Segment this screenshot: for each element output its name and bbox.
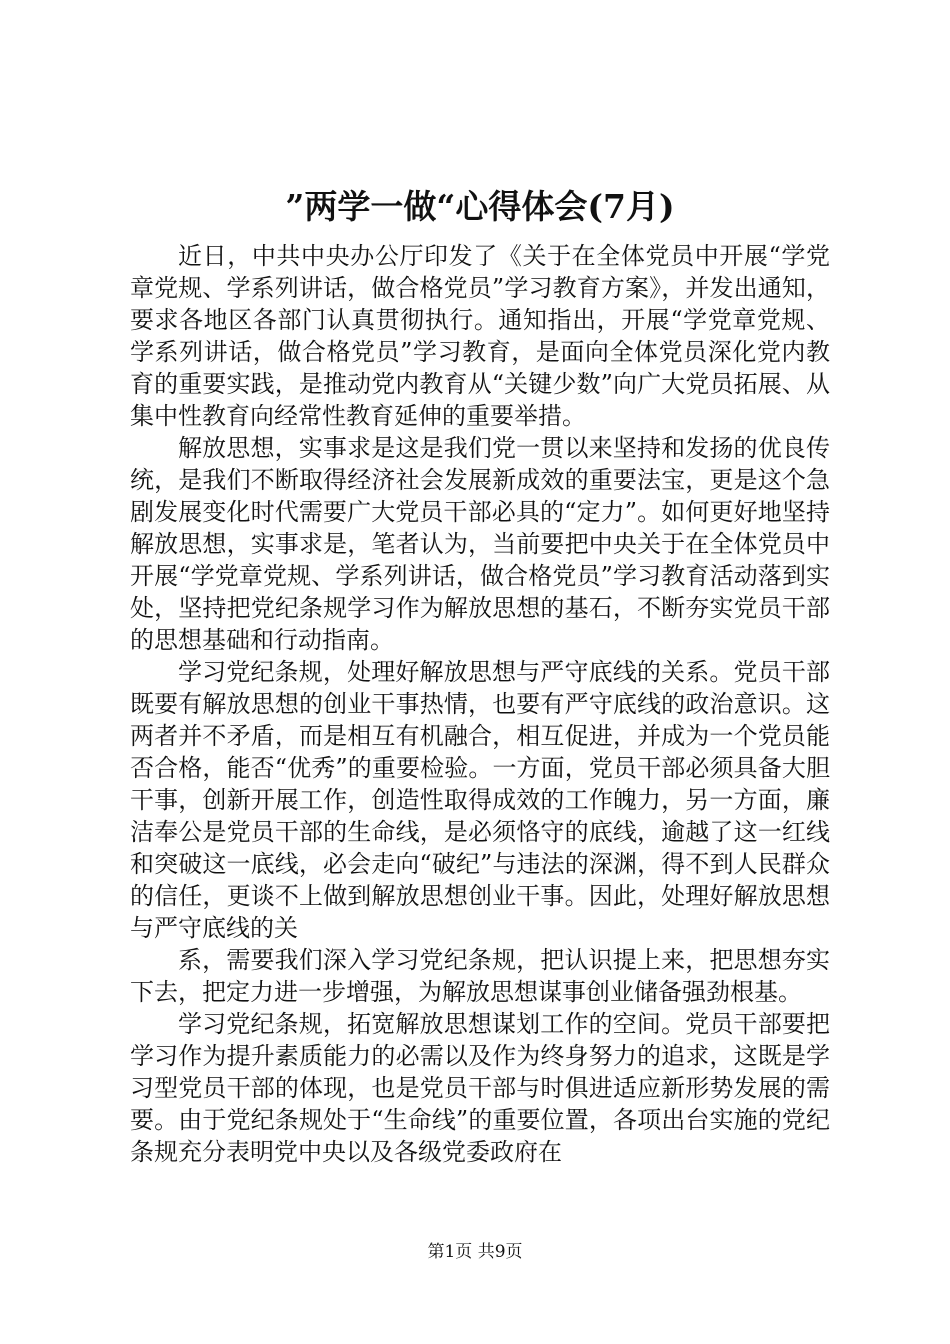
paragraph-5: 学习党纪条规，拓宽解放思想谋划工作的空间。党员干部要把学习作为提升素质能力的必需以及作为终身努力的追求，这既是学习型党员干部的体现，也是党员干部与时俱进适应新形势发展的需要。由于党纪条规处于“生命线”的重要位置，各项出台实施的党纪条规充分表明党中央以及各级党委政府在 (130, 1010, 830, 1166)
paragraph-4: 系，需要我们深入学习党纪条规，把认识提上来，把思想夯实下去，把定力进一步增强，为解放思想谋事创业储备强劲根基。 (130, 946, 830, 1006)
page-footer (0, 1240, 950, 1264)
paragraph-3: 学习党纪条规，处理好解放思想与严守底线的关系。党员干部既要有解放思想的创业干事热情，也要有严守底线的政治意识。这两者并不矛盾，而是相互有机融合，相互促进，并成为一个党员能否合格，能否“优秀”的重要检验。一方面，党员干部必须具备大胆干事，创新开展工作，创造性取得成效的工作魄力，另一方面，廉洁奉公是党员干部的生命线，是必须恪守的底线，逾越了这一红线和突破这一底线，必会走向“破纪”与违法的深渊，得不到人民群众的信任，更谈不上做到解放思想创业干事。因此，处理好解放思想与严守底线的关 (130, 658, 830, 942)
paragraph-2: 解放思想，实事求是这是我们党一贯以来坚持和发扬的优良传统，是我们不断取得经济社会发展新成效的重要法宝，更是这个急剧发展变化时代需要广大党员干部必具的“定力”。如何更好地坚持解放思想，实事求是，笔者认为，当前要把中央关于在全体党员中开展“学党章党规、学系列讲话，做合格党员”学习教育活动落到实处，坚持把党纪条规学习作为解放思想的基石，不断夯实党员干部的思想基础和行动指南。 (130, 434, 830, 654)
document-title: ”两学一做“心得体会(7月) (285, 187, 675, 226)
paragraph-1: 近日，中共中央办公厅印发了《关于在全体党员中开展“学党章党规、学系列讲话，做合格党员”学习教育方案》，并发出通知，要求各地区各部门认真贯彻执行。通知指出，开展“学党章党规、学系列讲话，做合格党员”学习教育，是面向全体党员深化党内教育的重要实践，是推动党内教育从“关键少数”向广大党员拓展、从集中性教育向经常性教育延伸的重要举措。 (130, 242, 830, 430)
page-number: 第1页 (427, 1242, 473, 1262)
document-body (130, 240, 830, 1168)
page-total: 共9页 (477, 1242, 523, 1262)
